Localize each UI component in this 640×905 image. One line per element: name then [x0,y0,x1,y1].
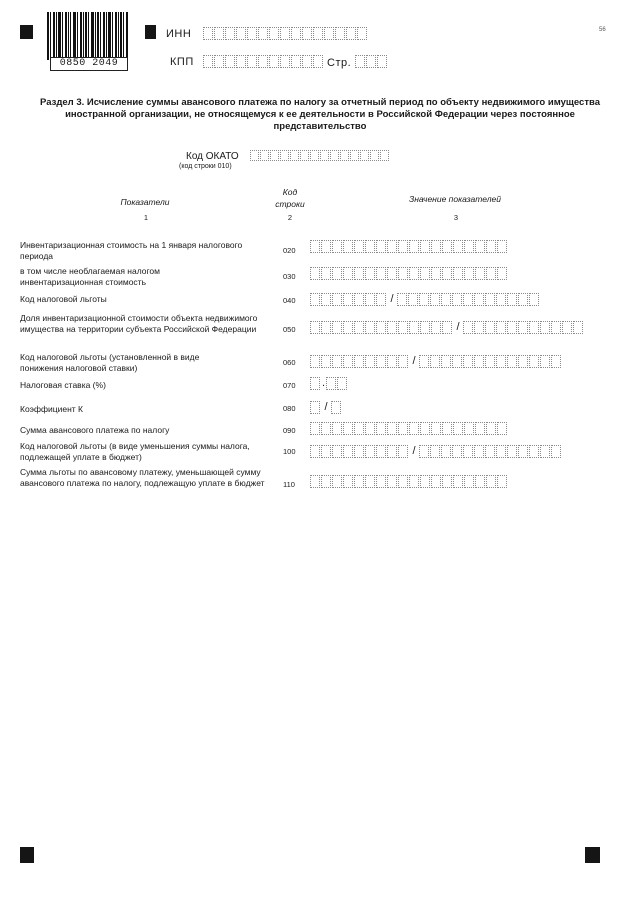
input-cell[interactable] [562,321,572,334]
input-cell[interactable] [474,321,484,334]
row-field-040[interactable] [310,293,540,306]
page-mark: 56 [599,27,606,33]
input-cell[interactable] [463,321,473,334]
input-cell[interactable] [225,27,235,40]
input-cell[interactable] [464,422,474,435]
input-cell[interactable] [431,267,441,280]
input-cell[interactable] [409,267,419,280]
column-header-code-line2: строки [275,199,305,209]
input-cell[interactable] [441,293,451,306]
row-code-080: 080 [283,404,296,413]
input-cell[interactable] [321,321,331,334]
input-cell[interactable] [529,321,539,334]
input-cell[interactable] [464,475,474,488]
input-cell[interactable] [463,293,473,306]
input-cell[interactable] [376,355,386,368]
column-header-values: Значение показателей [409,194,501,204]
input-cell[interactable] [464,267,474,280]
input-cell[interactable] [485,293,495,306]
input-cell[interactable] [203,27,213,40]
input-cell[interactable] [346,27,356,40]
input-cell[interactable] [332,355,342,368]
input-cell[interactable] [453,240,463,253]
input-cell[interactable] [398,240,408,253]
input-cell[interactable] [551,445,561,458]
input-cell[interactable] [310,150,319,161]
input-cell[interactable] [474,445,484,458]
input-cell[interactable] [398,321,408,334]
input-cell[interactable] [420,321,430,334]
input-cell[interactable] [365,445,375,458]
input-cell[interactable] [354,240,364,253]
row-code-020: 020 [283,246,296,255]
input-cell[interactable] [463,355,473,368]
input-cell[interactable] [332,422,342,435]
input-cell[interactable] [354,475,364,488]
input-cell[interactable] [332,240,342,253]
input-cell[interactable] [310,293,320,306]
input-cell[interactable] [320,150,329,161]
input-cell[interactable] [431,240,441,253]
input-cell[interactable] [486,267,496,280]
input-cell[interactable] [354,293,364,306]
input-cell[interactable] [398,267,408,280]
input-cell[interactable] [409,422,419,435]
input-cell[interactable] [453,422,463,435]
input-cell[interactable] [269,27,279,40]
input-cell[interactable] [365,293,375,306]
input-cell[interactable] [310,422,320,435]
input-cell[interactable] [387,321,397,334]
input-cell[interactable] [486,240,496,253]
input-cell[interactable] [214,55,224,68]
input-cell[interactable] [452,293,462,306]
input-cell[interactable] [376,475,386,488]
input-cell[interactable] [441,445,451,458]
input-cell[interactable] [332,267,342,280]
row-code-100: 100 [283,447,296,456]
input-cell[interactable] [331,401,341,414]
input-cell[interactable] [453,475,463,488]
separator-dot: . [321,377,326,389]
input-cell[interactable] [365,321,375,334]
separator-slash: / [324,401,328,413]
input-cell[interactable] [497,422,507,435]
input-cell[interactable] [376,240,386,253]
input-cell[interactable] [507,355,517,368]
input-cell[interactable] [269,55,279,68]
input-cell[interactable] [377,55,387,68]
input-cell[interactable] [343,293,353,306]
column-header-code-line1: Код [282,187,298,197]
kpp-field[interactable] [203,55,324,68]
input-cell[interactable] [380,150,389,161]
input-cell[interactable] [310,321,320,334]
input-cell[interactable] [497,267,507,280]
input-cell[interactable] [453,267,463,280]
input-cell[interactable] [518,321,528,334]
input-cell[interactable] [321,355,331,368]
input-cell[interactable] [214,27,224,40]
section-title: Раздел 3. Исчисление суммы авансового платежа по налогу за отчетный период по объекту недвижимого имущества иностранной организации, не относящемуся к ее деятельности в Российской Федерации через постоянное представительство [40,97,600,132]
input-cell[interactable] [442,267,452,280]
input-cell[interactable] [350,150,359,161]
input-cell[interactable] [420,475,430,488]
input-cell[interactable] [442,321,452,334]
input-cell[interactable] [321,240,331,253]
input-cell[interactable] [507,293,517,306]
input-cell[interactable] [310,401,320,414]
input-cell[interactable] [387,422,397,435]
input-cell[interactable] [540,321,550,334]
input-cell[interactable] [354,321,364,334]
column-number-2: 2 [287,213,293,222]
row-code-030: 030 [283,272,296,281]
input-cell[interactable] [397,293,407,306]
input-cell[interactable] [310,355,320,368]
kpp-label: КПП [170,56,194,68]
input-cell[interactable] [366,55,376,68]
input-cell[interactable] [573,321,583,334]
input-cell[interactable] [343,321,353,334]
input-cell[interactable] [464,240,474,253]
input-cell[interactable] [486,475,496,488]
input-cell[interactable] [321,293,331,306]
input-cell[interactable] [335,27,345,40]
input-cell[interactable] [321,475,331,488]
corner-marker-bottom-right [585,847,600,863]
okato-sublabel: (код строки 010) [179,163,232,170]
input-cell[interactable] [370,150,379,161]
input-cell[interactable] [475,422,485,435]
input-cell[interactable] [507,321,517,334]
input-cell[interactable] [419,293,429,306]
column-header-indicators: Показатели [120,197,170,207]
input-cell[interactable] [280,55,290,68]
input-cell[interactable] [475,475,485,488]
input-cell[interactable] [442,240,452,253]
input-cell[interactable] [529,293,539,306]
input-cell[interactable] [332,293,342,306]
inn-label: ИНН [166,28,192,40]
row-label-070: Налоговая ставка (%) [20,380,106,390]
input-cell[interactable] [387,445,397,458]
input-cell[interactable] [330,150,339,161]
input-cell[interactable] [250,150,259,161]
column-number-1: 1 [143,213,149,222]
input-cell[interactable] [365,475,375,488]
input-cell[interactable] [486,422,496,435]
input-cell[interactable] [463,445,473,458]
input-cell[interactable] [475,240,485,253]
corner-marker-bottom-left [20,847,34,863]
input-cell[interactable] [430,445,440,458]
row-label-030: в том числе необлагаемая налогом инвентаризационная стоимость [20,266,160,287]
barcode-number: 0850 2049 [50,57,128,71]
input-cell[interactable] [343,445,353,458]
row-field-080[interactable] [310,401,342,414]
page-field[interactable] [355,55,388,68]
input-cell[interactable] [270,150,279,161]
input-cell[interactable] [365,355,375,368]
input-cell[interactable] [485,445,495,458]
input-cell[interactable] [236,27,246,40]
separator-slash: / [412,445,416,457]
input-cell[interactable] [496,321,506,334]
row-field-050[interactable] [310,321,584,334]
input-cell[interactable] [376,445,386,458]
input-cell[interactable] [310,377,320,390]
input-cell[interactable] [340,150,349,161]
input-cell[interactable] [441,355,451,368]
corner-marker-top-left [20,25,33,39]
input-cell[interactable] [507,445,517,458]
input-cell[interactable] [496,293,506,306]
separator-slash: / [390,293,394,305]
row-code-090: 090 [283,426,296,435]
input-cell[interactable] [343,475,353,488]
separator-slash: / [412,355,416,367]
row-code-110: 110 [283,480,295,489]
input-cell[interactable] [357,27,367,40]
input-cell[interactable] [310,240,320,253]
input-cell[interactable] [398,355,408,368]
input-cell[interactable] [310,475,320,488]
row-code-070: 070 [283,381,296,390]
okato-field[interactable] [250,150,390,161]
input-cell[interactable] [540,355,550,368]
input-cell[interactable] [258,55,268,68]
input-cell[interactable] [313,27,323,40]
input-cell[interactable] [442,475,452,488]
input-cell[interactable] [409,475,419,488]
row-field-070[interactable] [310,377,348,390]
input-cell[interactable] [354,445,364,458]
input-cell[interactable] [419,445,429,458]
input-cell[interactable] [474,293,484,306]
row-code-060: 060 [283,358,296,367]
input-cell[interactable] [529,445,539,458]
input-cell[interactable] [291,27,301,40]
corner-marker-top-right [145,25,156,39]
input-cell[interactable] [497,240,507,253]
input-cell[interactable] [343,240,353,253]
input-cell[interactable] [518,293,528,306]
input-cell[interactable] [332,475,342,488]
row-field-090[interactable] [310,422,508,435]
row-label-090: Сумма авансового платежа по налогу [20,425,170,435]
input-cell[interactable] [474,355,484,368]
input-cell[interactable] [485,355,495,368]
input-cell[interactable] [419,355,429,368]
row-label-110: Сумма льготы по авансовому платежу, уменьшающей сумму авансового платежа по налогу, подлежащую уплате в бюджет [20,467,265,488]
input-cell[interactable] [409,240,419,253]
row-code-040: 040 [283,296,296,305]
row-field-110[interactable] [310,475,508,488]
input-cell[interactable] [431,321,441,334]
input-cell[interactable] [310,267,320,280]
input-cell[interactable] [518,355,528,368]
input-cell[interactable] [496,355,506,368]
input-cell[interactable] [360,150,369,161]
row-field-030[interactable] [310,267,508,280]
input-cell[interactable] [280,27,290,40]
input-cell[interactable] [343,422,353,435]
input-cell[interactable] [387,240,397,253]
input-cell[interactable] [355,55,365,68]
input-cell[interactable] [247,27,257,40]
input-cell[interactable] [365,422,375,435]
input-cell[interactable] [420,240,430,253]
input-cell[interactable] [302,27,312,40]
row-label-080: Коэффициент К [20,404,83,414]
input-cell[interactable] [310,445,320,458]
input-cell[interactable] [365,267,375,280]
input-cell[interactable] [540,445,550,458]
input-cell[interactable] [485,321,495,334]
input-cell[interactable] [420,422,430,435]
input-cell[interactable] [332,321,342,334]
inn-field[interactable] [203,27,368,40]
input-cell[interactable] [343,267,353,280]
input-cell[interactable] [365,240,375,253]
row-field-100[interactable] [310,445,562,458]
input-cell[interactable] [475,267,485,280]
input-cell[interactable] [343,355,353,368]
input-cell[interactable] [203,55,213,68]
input-cell[interactable] [225,55,235,68]
input-cell[interactable] [376,321,386,334]
input-cell[interactable] [376,293,386,306]
row-field-020[interactable] [310,240,508,253]
input-cell[interactable] [260,150,269,161]
input-cell[interactable] [326,377,336,390]
input-cell[interactable] [236,55,246,68]
input-cell[interactable] [290,150,299,161]
separator-slash: / [456,321,460,333]
input-cell[interactable] [354,355,364,368]
input-cell[interactable] [258,27,268,40]
input-cell[interactable] [321,445,331,458]
row-label-020: Инвентаризационная стоимость на 1 января налогового периода [20,240,243,261]
input-cell[interactable] [376,422,386,435]
input-cell[interactable] [313,55,323,68]
input-cell[interactable] [431,475,441,488]
input-cell[interactable] [387,267,397,280]
input-cell[interactable] [354,267,364,280]
input-cell[interactable] [387,475,397,488]
input-cell[interactable] [337,377,347,390]
input-cell[interactable] [518,445,528,458]
input-cell[interactable] [247,55,257,68]
row-field-060[interactable] [310,355,562,368]
input-cell[interactable] [321,422,331,435]
row-label-060: Код налоговой льготы (установленной в виде понижения налоговой ставки) [20,352,200,373]
input-cell[interactable] [302,55,312,68]
input-cell[interactable] [551,321,561,334]
input-cell[interactable] [430,293,440,306]
page-label: Стр. [327,57,352,69]
input-cell[interactable] [376,267,386,280]
input-cell[interactable] [452,445,462,458]
input-cell[interactable] [300,150,309,161]
input-cell[interactable] [321,267,331,280]
column-number-3: 3 [453,213,459,222]
okato-label: Код ОКАТО [186,151,239,162]
input-cell[interactable] [430,355,440,368]
input-cell[interactable] [398,422,408,435]
input-cell[interactable] [497,475,507,488]
input-cell[interactable] [431,422,441,435]
input-cell[interactable] [420,267,430,280]
input-cell[interactable] [332,445,342,458]
input-cell[interactable] [398,445,408,458]
input-cell[interactable] [387,355,397,368]
row-code-050: 050 [283,325,296,334]
row-label-050: Доля инвентаризационной стоимости объекта недвижимого имущества на территории субъекта Российской Федерации [20,313,258,334]
input-cell[interactable] [551,355,561,368]
input-cell[interactable] [452,355,462,368]
row-label-040: Код налоговой льготы [20,294,107,304]
input-cell[interactable] [280,150,289,161]
input-cell[interactable] [291,55,301,68]
input-cell[interactable] [324,27,334,40]
input-cell[interactable] [354,422,364,435]
input-cell[interactable] [529,355,539,368]
input-cell[interactable] [409,321,419,334]
row-label-100: Код налоговой льготы (в виде уменьшения суммы налога, подлежащей уплате в бюджет) [20,441,250,462]
input-cell[interactable] [496,445,506,458]
input-cell[interactable] [442,422,452,435]
input-cell[interactable] [398,475,408,488]
input-cell[interactable] [408,293,418,306]
